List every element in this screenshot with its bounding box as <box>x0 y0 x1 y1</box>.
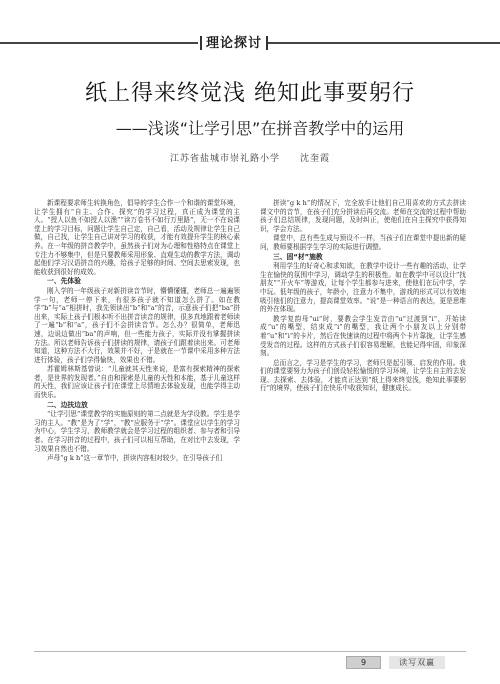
paragraph: 利用学生的好奇心和求知欲，在教学中设计一些有趣的活动，让学生在愉快的氛围中学习，调动学生的积极性。如在教学中可以设计“找朋友”“开火车”等游戏，让每个学生都参与进来，使他们在玩中学，学中玩。低年级的孩子，年龄小，注意力不集中，游戏的形式可以有效地吸引他们的注意力，提高课堂效率。“说”是一种语言的表达，更是思维的外在体现。 <box>260 262 466 314</box>
author-line: 江苏省盐城市崇礼路小学 沈奎霞 <box>169 154 330 164</box>
page-number: 9 <box>346 656 381 669</box>
right-column <box>260 199 466 639</box>
section-heading: 二、边扶边放 <box>47 400 88 409</box>
paragraph: 总而言之，学习是学生的学习，老师只是起引领、启发的作用。我们的课堂要努力为孩子们创设轻松愉悦的学习环境，让学生自主的去发现、去探索、去体验，才能真正达到“纸上得来终觉浅，绝知此事要躬行”的境界，使孩子们在快乐中收获知识，健康成长。 <box>260 358 466 393</box>
paragraph: 教学复韵母“ui”时，要教会学生发音由“u”过渡到“i”，开始读成“u”的嘴型，结束成“i”的嘴型，我让两个小朋友以上分别带着“u”和“i”的卡片，然后在快速读的过程中将两个卡片靠拢，让学生感受发音的过程。这样的方式孩子们很容易理解，也能记得牢固，印象深刻。 <box>260 314 466 358</box>
section-heading: 一、先体验 <box>47 277 81 286</box>
paragraph: “让学引思”课堂教学的实施原则的第二点就是为学设教。学生是学习的主人。“教”是为了“学”，“教”应服务于“学”。课堂应以学生的学习为中心，学生学习，教师教学就会是学习过程的组织者、参与者和引导者。在学习拼音的过程中，孩子们可以相互帮助，在对比中去发现，学习效果自然也不错。 <box>34 410 240 453</box>
article-title: 纸上得来终觉浅 绝知此事要躬行 <box>85 81 415 106</box>
section-heading: 三、固“材”施教 <box>273 252 323 261</box>
paragraph: 新课程要求师生转换角色，倡导的学生合作一个和谐的课堂环境，让学生拥有“自主、合作、探究”的学习过程，真正成为课堂的主人。“授人以鱼不如授人以渔”“读万卷书不如行万里路”，无一不在说课堂上的学习目标，问题让学生自己定，自己看，活动及规律让学生自己做，自己找，让学生自己讲对学习的收获，才能有效提升学生的核心素养。在一年级的拼音教学中，虽然孩子们对为心理和性格特点在课堂上专注力不够集中，但是只要教师采用形象、直观生动的教学方法，调动起他们学习汉语拼音的兴趣，给孩子足够的时间、空间去思索发现，也能收获到很好的成效。 <box>34 199 240 276</box>
paragraph: 课堂中，总有些生成与预设不一样，当孩子们在课堂中提出新的疑问，教师要根据学生学习的实际进行调整。 <box>260 234 466 251</box>
footer-rule <box>34 651 466 652</box>
section-label: 理论探讨 <box>205 36 262 51</box>
article-subtitle: ——浅谈“让学引思”在拼音教学中的运用 <box>115 119 405 138</box>
journal-name: 读写双赢 <box>389 656 445 669</box>
paragraph: 苏霍姆林斯基曾说：“儿童就其天性来说，是富有探索精神的探索者，是世界的发现者。”自由和探索是儿童的天性和本能，基于儿童这样的天性，我们应该让孩子们在课堂上尽情地去体验发现，也能学得主动而快乐。 <box>34 365 240 400</box>
page-footer <box>346 655 445 670</box>
paragraph: 声母“g k h”这一章节中，拼读内容相对较少，在引导孩子们 <box>47 454 223 463</box>
header-rule-right <box>268 42 500 44</box>
paragraph: 拼读“g k h”的情况下，完全放手让他们自己用喜欢的方式去拼读课文中的音节，在孩子们充分拼读后再交流。老师在交流的过程中帮助孩子们总结规律，发现问题，及时纠正，使他们在自主探究中获得知识，学会方法。 <box>260 199 466 233</box>
left-column <box>34 199 240 639</box>
paragraph: 刚入学的一年级孩子对新拼读音节时，懵懵懂懂，老师总一遍遍领学一句，老师一停下来，有很多孩子就不知道怎么拼了。如在教学“b”与“a”相拼时，我先领读出“b”和“a”的音，示意孩子们把“ba”拼出来，实际上孩子们根本听不出拼音读音的规律，很多真地跟着老师读了一遍“b”和“a”，孩子们不会拼读音节。怎么办？很简单，老师迅速，边说边做出“ba”的声响，但一些能力孩子，实际并没有掌握拼读方法。所以老师告诉孩子们拼读的规律，请孩子们跟着读出来。可老师知道，这种方法不大行，效果并不好，于是就在一节课中采用多种方法进行体验，孩子们学得愉快，效果也不错。 <box>34 286 240 364</box>
header-rule-left <box>0 42 198 44</box>
section-header <box>0 36 500 50</box>
